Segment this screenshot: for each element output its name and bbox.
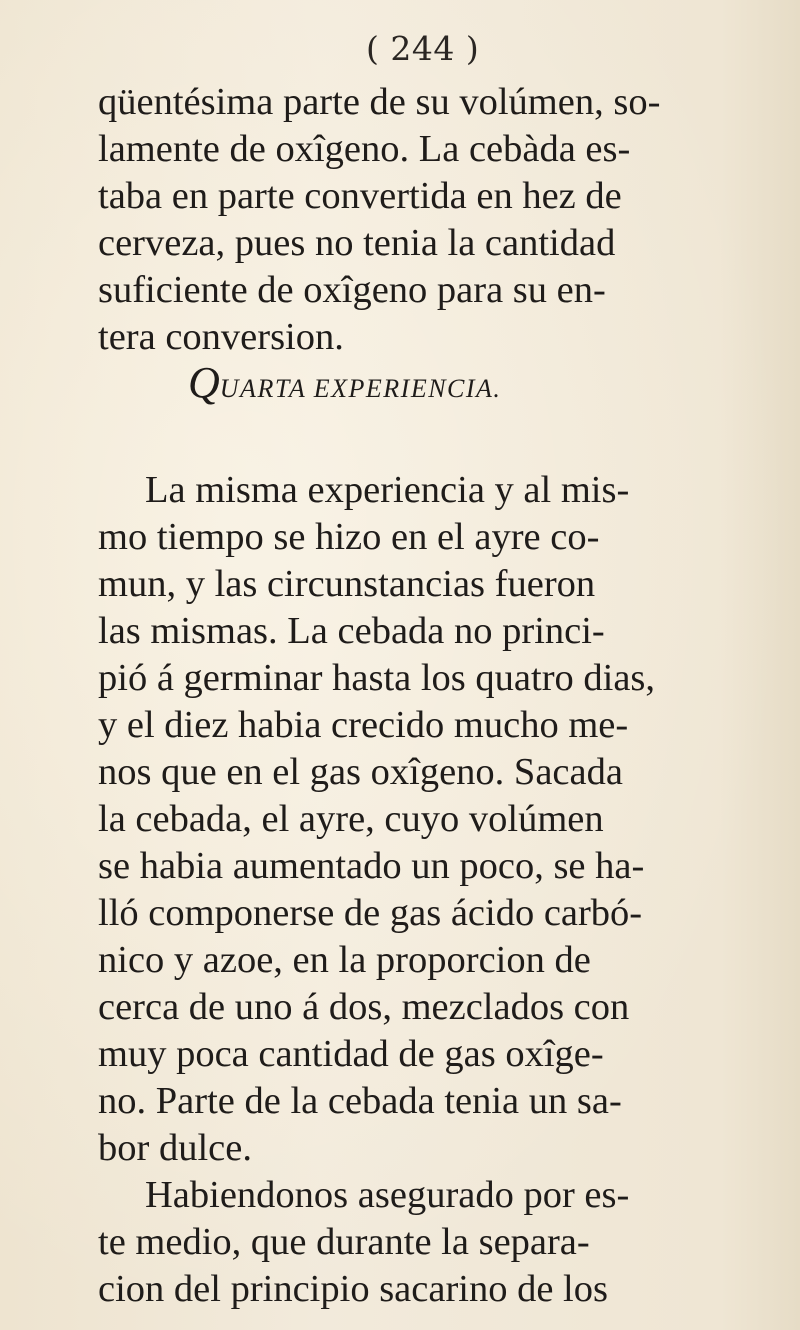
- text-line: taba en parte convertida en hez de: [98, 175, 622, 217]
- text-line: cerveza, pues no tenia la cantidad: [98, 222, 616, 264]
- text-line: cerca de uno á dos, mezclados con: [98, 986, 630, 1028]
- text-line: Habiendonos asegurado por es-: [145, 1174, 630, 1216]
- text-line: te medio, que durante la separa-: [98, 1221, 590, 1263]
- text-line: no. Parte de la cebada tenia un sa-: [98, 1080, 622, 1122]
- text-line: la cebada, el ayre, cuyo volúmen: [98, 798, 604, 840]
- text-line: qüentésima parte de su volúmen, so-: [98, 81, 661, 123]
- text-line: La misma experiencia y al mis-: [145, 469, 630, 511]
- heading-initial: Q: [188, 358, 220, 407]
- section-heading: [188, 358, 501, 408]
- text-line: mo tiempo se hizo en el ayre co-: [98, 516, 600, 558]
- text-line: y el diez habia crecido mucho me-: [98, 704, 629, 746]
- text-line: nos que en el gas oxîgeno. Sacada: [98, 751, 623, 793]
- text-line: bor dulce.: [98, 1127, 252, 1169]
- heading-text: UARTA EXPERIENCIA.: [219, 374, 502, 403]
- text-line: las mismas. La cebada no princi-: [98, 610, 605, 652]
- text-line: nico y azoe, en la proporcion de: [98, 939, 591, 981]
- text-line: suficiente de oxîgeno para su en-: [98, 269, 606, 311]
- text-line: tera conversion.: [98, 316, 344, 358]
- text-line: lamente de oxîgeno. La cebàda es-: [98, 128, 631, 170]
- text-line: se habia aumentado un poco, se ha-: [98, 845, 645, 887]
- text-line: cion del principio sacarino de los: [98, 1268, 608, 1310]
- page-number: ( 244 ): [366, 29, 480, 68]
- text-line: pió á germinar hasta los quatro dias,: [98, 657, 656, 699]
- text-line: lló componerse de gas ácido carbó-: [98, 892, 643, 934]
- text-line: muy poca cantidad de gas oxîge-: [98, 1033, 604, 1075]
- text-line: mun, y las circunstancias fueron: [98, 563, 596, 605]
